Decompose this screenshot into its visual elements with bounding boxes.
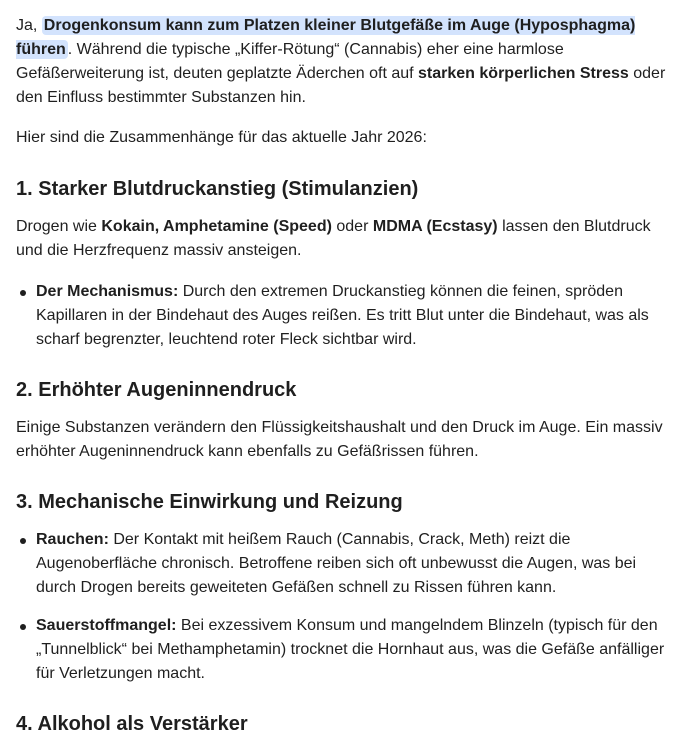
s1-text-2: oder — [331, 218, 373, 235]
s1-text-3: lassen den Blutdruck und die Herzfrequenz massiv ansteigen. — [16, 218, 651, 259]
intro-mid: . Während die typische „Kiffer-Rötung“ (Cannabis) eher eine harmlose Gefäßerweiterung ist, deuten geplatzte Äderchen oft auf — [16, 41, 564, 82]
s1-text-1: Drogen wie — [16, 218, 102, 235]
section-heading-1: 1. Starker Blutdruckanstieg (Stimulanzien) — [16, 178, 419, 200]
intro-bold: starken körperlichen Stress — [418, 65, 629, 82]
highlighted-answer: Drogenkonsum kann zum Platzen kleiner Blutgefäße im Auge (Hyposphagma) führen — [16, 17, 636, 58]
section-heading-4: 4. Alkohol als Verstärker — [16, 713, 248, 735]
section-2-paragraph: Einige Substanzen verändern den Flüssigkeitshaushalt und den Druck im Auge. Ein massiv erhöhter Augeninnendruck kann ebenfalls zu Gefäßrissen führen. — [16, 419, 663, 460]
list-item-text: Durch den extremen Druckanstieg können die feinen, spröden Kapillaren in der Bindehaut des Auges reißen. Es tritt Blut unter die Bindehaut, was als scharf begrenzter, leuchtend roter Fleck sichtbar wird. — [36, 283, 649, 348]
intro-prefix: Ja, — [16, 17, 42, 34]
section-1-paragraph — [16, 215, 676, 263]
list-item — [16, 614, 676, 686]
section-heading-3: 3. Mechanische Einwirkung und Reizung — [16, 491, 403, 513]
section-3-list — [16, 528, 676, 686]
section-1-list — [16, 280, 676, 352]
section-heading-2: 2. Erhöhter Augeninnendruck — [16, 379, 297, 401]
list-item-label: Sauerstoffmangel: — [36, 617, 177, 634]
intro-paragraph — [16, 14, 676, 110]
list-item — [16, 528, 676, 600]
list-item-label: Der Mechanismus: — [36, 283, 179, 300]
lead-paragraph: Hier sind die Zusammenhänge für das aktuelle Jahr 2026: — [16, 129, 427, 146]
s1-bold-1: Kokain, Amphetamine (Speed) — [101, 218, 332, 235]
list-item-label: Rauchen: — [36, 531, 109, 548]
list-item-text: Bei exzessivem Konsum und mangelndem Blinzeln (typisch für den „Tunnelblick“ bei Methamphetamin) trocknet die Hornhaut aus, was die Gefäße anfälliger für Verletzungen macht. — [36, 617, 665, 682]
list-item — [16, 280, 676, 352]
intro-suffix: oder den Einfluss bestimmter Substanzen hin. — [16, 65, 666, 106]
s1-bold-2: MDMA (Ecstasy) — [372, 218, 498, 235]
list-item-text: Der Kontakt mit heißem Rauch (Cannabis, Crack, Meth) reizt die Augenoberfläche chronisch. Betroffene reiben sich oft unbewusst die Augen, was bei durch Drogen bereits geweiteten Gefäßen schnell zu Rissen führen kann. — [36, 531, 637, 596]
